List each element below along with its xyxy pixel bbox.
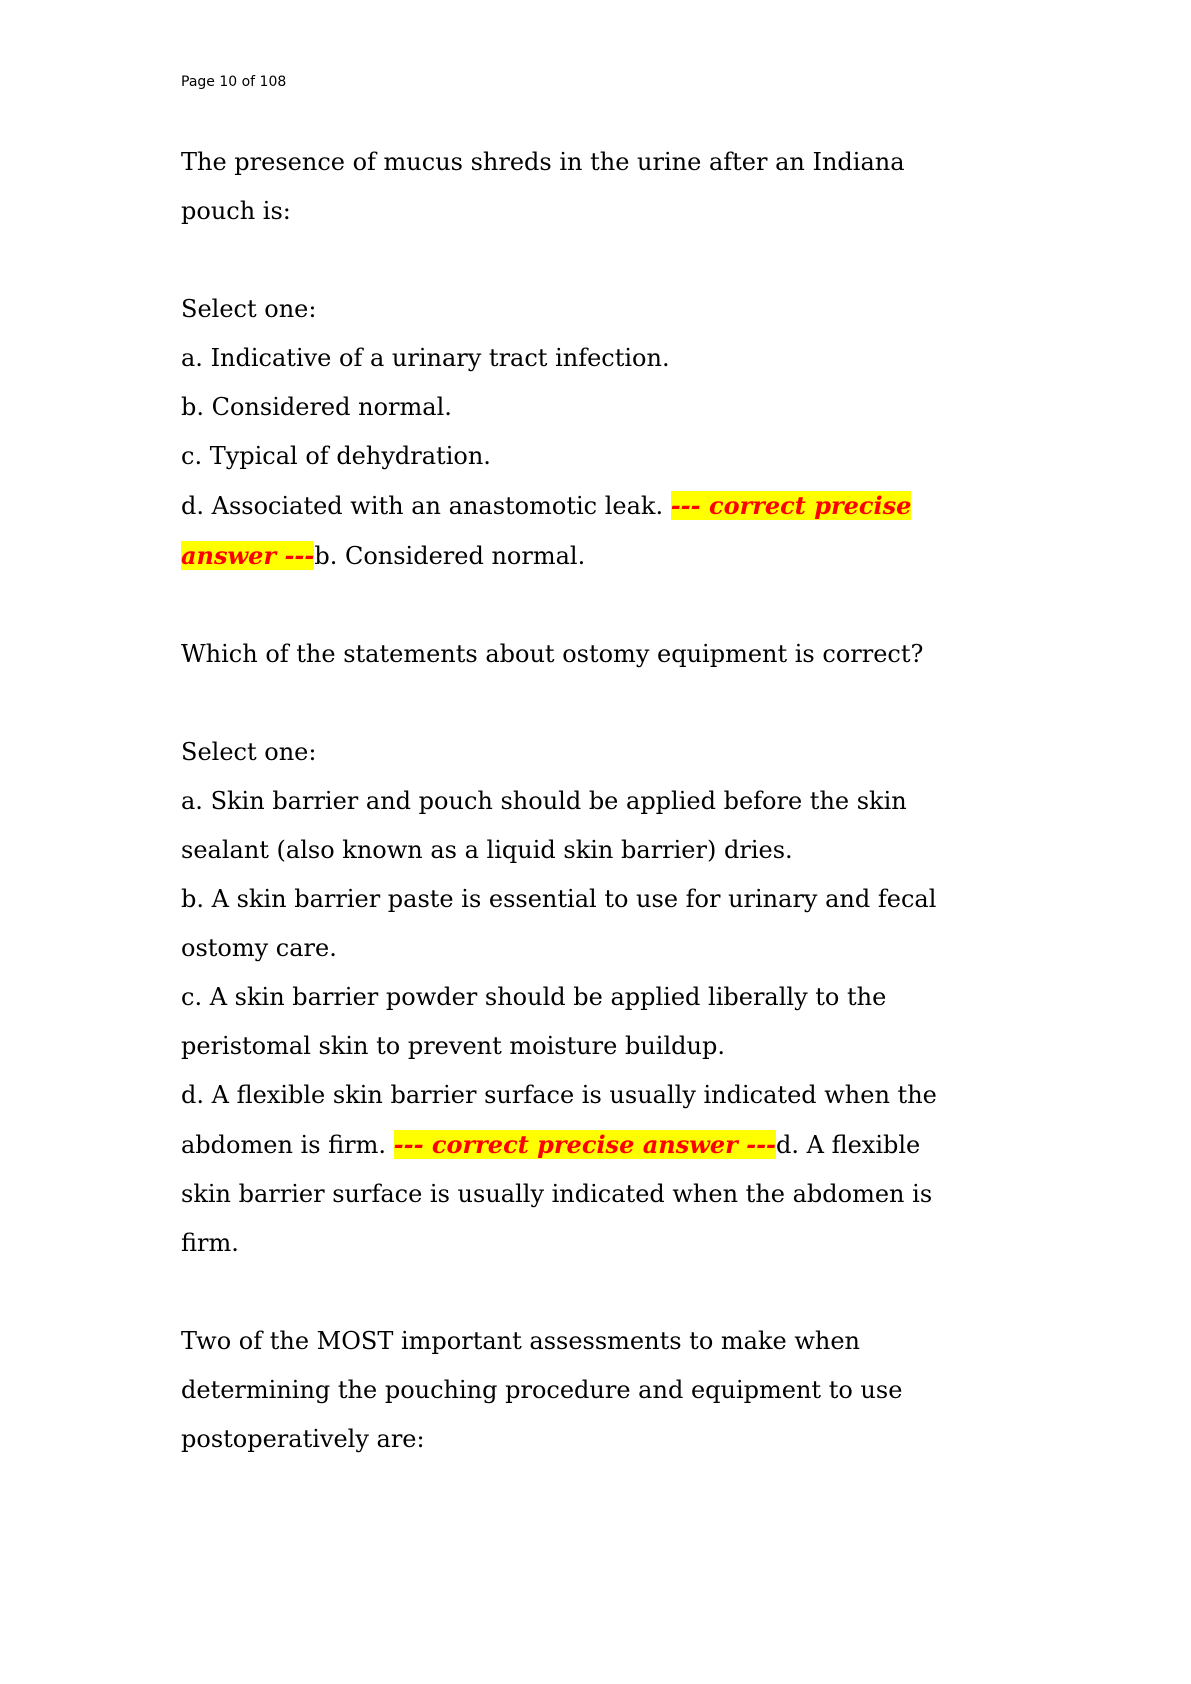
page-number: Page 10 of 108: [181, 74, 287, 90]
question-2-option-c-line-1: c. A skin barrier powder should be applied liberally to the: [181, 983, 887, 1011]
question-1-stem-line-1: The presence of mucus shreds in the urine after an Indiana: [181, 148, 905, 176]
question-3-stem-line-2: determining the pouching procedure and equipment to use: [181, 1376, 903, 1404]
question-3-stem-line-1: Two of the MOST important assessments to make when: [181, 1327, 861, 1355]
spacer: [181, 581, 1031, 630]
document-body: [181, 138, 1031, 1464]
question-1-stem-line-2: pouch is:: [181, 197, 291, 225]
question-2-correct-answer-line-3: firm.: [181, 1229, 239, 1257]
question-1-option-a: a. Indicative of a urinary tract infection.: [181, 344, 670, 372]
spacer: [181, 236, 1031, 285]
question-1-answer-line: [181, 531, 1031, 581]
question-2-option-b-line-1: b. A skin barrier paste is essential to use for urinary and fecal: [181, 885, 937, 913]
question-1-answer-marker-part-1: --- correct precise: [670, 491, 912, 520]
question-2-option-d-line-2: [181, 1120, 1031, 1170]
question-1-answer-marker-part-2: answer ---: [181, 541, 315, 570]
question-1-option-d: [181, 481, 1031, 531]
spacer: [181, 1268, 1031, 1317]
question-1-option-d-text: d. Associated with an anastomotic leak.: [181, 492, 671, 520]
question-2-correct-answer-line-2: skin barrier surface is usually indicated when the abdomen is: [181, 1180, 933, 1208]
spacer: [181, 679, 1031, 728]
question-1-select-prompt: Select one:: [181, 295, 317, 323]
question-2-select-prompt: Select one:: [181, 738, 317, 766]
question-2-option-c-line-2: peristomal skin to prevent moisture buildup.: [181, 1032, 725, 1060]
question-2-option-d-line-1: d. A flexible skin barrier surface is usually indicated when the: [181, 1081, 937, 1109]
question-1-option-b: b. Considered normal.: [181, 393, 452, 421]
question-1-option-c: c. Typical of dehydration.: [181, 442, 491, 470]
question-2-option-b-line-2: ostomy care.: [181, 934, 337, 962]
question-2-stem: Which of the statements about ostomy equipment is correct?: [181, 640, 924, 668]
question-3-stem-line-3: postoperatively are:: [181, 1425, 425, 1453]
question-2-option-a-line-1: a. Skin barrier and pouch should be applied before the skin: [181, 787, 907, 815]
question-2-answer-marker: --- correct precise answer ---: [393, 1130, 777, 1159]
question-2-option-d-text: abdomen is firm.: [181, 1131, 394, 1159]
question-2-option-a-line-2: sealant (also known as a liquid skin barrier) dries.: [181, 836, 793, 864]
question-2-correct-answer-line-1: d. A flexible: [776, 1131, 921, 1159]
question-1-correct-answer: b. Considered normal.: [314, 542, 586, 570]
